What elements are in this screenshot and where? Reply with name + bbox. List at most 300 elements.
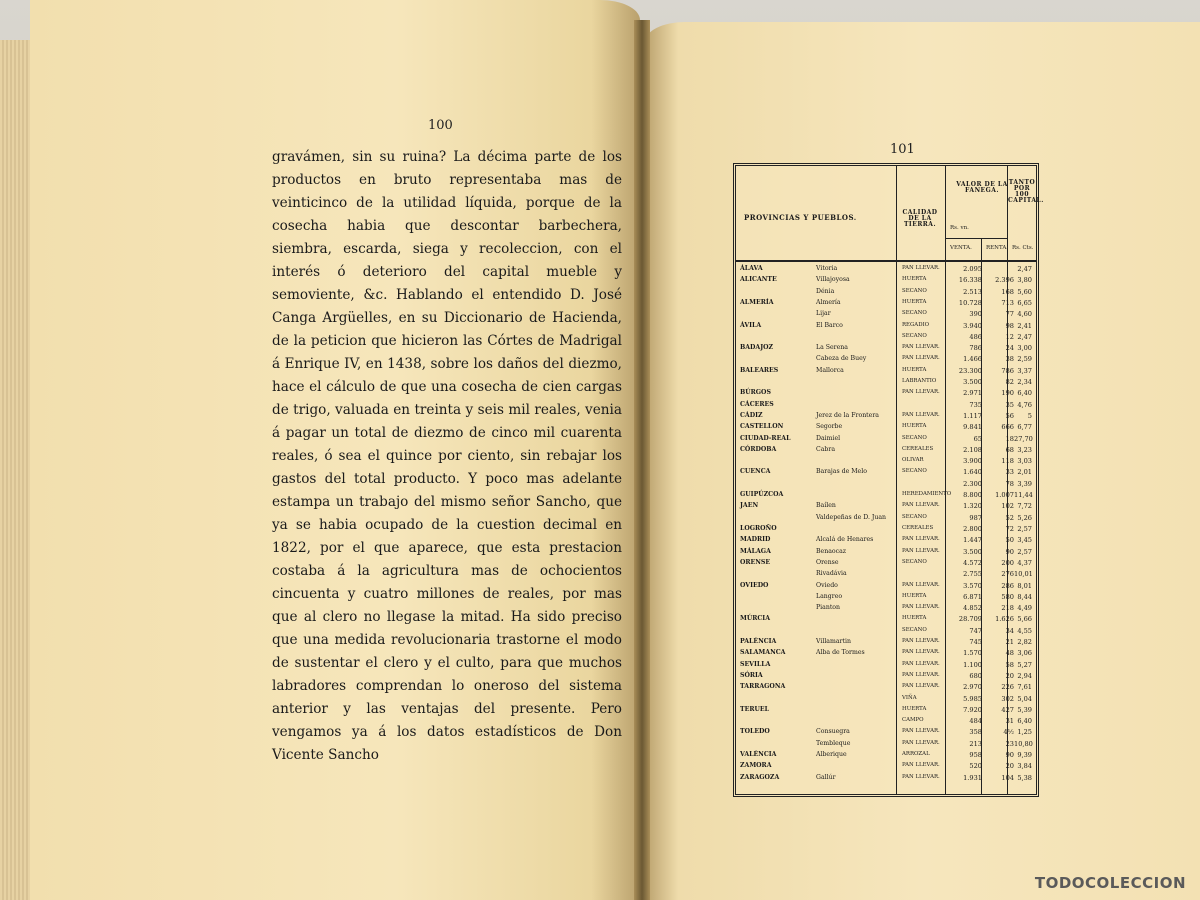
quality-cell: SECANO	[902, 310, 927, 317]
rent-value-cell: 666	[1001, 423, 1014, 432]
sale-value-cell: 6.871	[963, 592, 982, 601]
province-cell: MÁLAGA	[740, 547, 771, 555]
table-row	[736, 402, 1036, 412]
table-row	[736, 492, 1036, 502]
town-cell: Alcalá de Henares	[816, 536, 874, 544]
table-row	[736, 583, 1036, 593]
percent-cell: 5,38	[1017, 773, 1032, 782]
town-cell: Pianton	[816, 604, 841, 612]
table-row	[736, 345, 1036, 355]
province-cell: TERUEL	[740, 705, 769, 713]
province-cell: CIUDAD-REAL	[740, 434, 791, 442]
table-row	[736, 379, 1036, 389]
table-row	[736, 266, 1036, 276]
rent-value-cell: 34	[1005, 626, 1014, 635]
percent-cell: 3,03	[1017, 457, 1032, 466]
header-venta: VENTA.	[950, 245, 972, 251]
quality-cell: SECANO	[902, 626, 927, 633]
percent-cell: 5,60	[1017, 287, 1032, 296]
sale-value-cell: 520	[969, 762, 982, 771]
percent-cell: 4,76	[1017, 400, 1032, 409]
sale-value-cell: 10.728	[958, 298, 982, 307]
percent-cell: 2,41	[1017, 321, 1032, 330]
rent-value-cell: 77	[1005, 310, 1014, 319]
sale-value-cell: 213	[969, 739, 982, 748]
quality-cell: PAN LLEVAR.	[902, 739, 940, 746]
province-cell: ÁLAVA	[740, 265, 763, 272]
quality-cell: HUERTA	[902, 705, 927, 712]
town-cell: Vitoria	[816, 265, 838, 272]
quality-cell: CEREALES	[902, 525, 934, 531]
table-row	[736, 662, 1036, 672]
town-cell: Segorbe	[816, 423, 843, 431]
table-row	[736, 707, 1036, 717]
table-row	[736, 560, 1036, 570]
rent-value-cell: 38	[1005, 355, 1014, 364]
town-cell: Jerez de la Frontera	[816, 411, 879, 419]
sale-value-cell: 9.841	[963, 423, 982, 432]
rent-value-cell: 104	[1001, 773, 1014, 782]
table-row	[736, 277, 1036, 287]
sale-value-cell: 8.800	[963, 491, 982, 500]
province-cell: CUENCA	[740, 468, 771, 476]
table-row	[736, 684, 1036, 694]
quality-cell: PAN LLEVAR.	[902, 762, 940, 769]
sale-value-cell: 3.500	[963, 547, 982, 556]
percent-cell: 6,40	[1017, 717, 1032, 726]
rent-value-cell: 48	[1005, 649, 1014, 658]
table-row	[736, 323, 1036, 333]
table-row	[736, 763, 1036, 773]
table-row	[736, 503, 1036, 513]
town-cell: Baílen	[816, 502, 836, 510]
rent-value-cell: 286	[1001, 581, 1014, 590]
quality-cell: CEREALES	[902, 445, 934, 452]
quality-cell: LABRANTIO	[902, 378, 937, 385]
province-cell: BALEARES	[740, 366, 779, 374]
percent-cell: 2,47	[1017, 332, 1032, 341]
sale-value-cell: 4.572	[963, 558, 982, 567]
percent-cell: 2,94	[1017, 671, 1032, 680]
quality-cell: PAN LLEVAR.	[902, 411, 940, 418]
province-cell: CÓRDOBA	[740, 445, 777, 453]
rent-value-cell: 20	[1005, 671, 1014, 680]
province-cell: TOLEDO	[740, 728, 770, 736]
sale-value-cell: 747	[969, 626, 982, 635]
table-row	[736, 549, 1036, 559]
town-cell: Consuegra	[816, 728, 850, 736]
quality-cell: PAN LLEVAR.	[902, 536, 940, 543]
rent-value-cell: 58	[1005, 660, 1014, 669]
percent-cell: 6,65	[1017, 298, 1032, 307]
table-row	[736, 537, 1036, 547]
town-cell: Rivadávia	[816, 570, 847, 578]
province-cell: ALMERÍA	[740, 298, 774, 306]
quality-cell: SECANO	[902, 287, 927, 294]
province-cell: CASTELLON	[740, 423, 784, 431]
table-row	[736, 334, 1036, 344]
header-unit-2: Rs. Cts.	[1012, 245, 1034, 251]
quality-cell: SECANO	[902, 332, 927, 339]
percent-cell: 10,80	[1014, 739, 1033, 748]
rent-value-cell: 68	[1005, 445, 1014, 454]
rent-value-cell: 20	[1005, 762, 1014, 771]
sale-value-cell: 65	[973, 434, 982, 443]
province-cell: SALAMANCA	[740, 649, 786, 657]
rent-value-cell: 33	[1005, 468, 1014, 477]
percent-cell: 3,80	[1017, 276, 1032, 285]
quality-cell: SECANO	[902, 434, 927, 441]
quality-cell: PAN LLEVAR.	[902, 355, 940, 362]
quality-cell: PAN LLEVAR.	[902, 547, 940, 554]
rent-value-cell: 50	[1005, 536, 1014, 545]
percent-cell: 4,49	[1017, 604, 1032, 613]
town-cell: Almería	[816, 298, 841, 306]
town-cell: Daimiel	[816, 434, 841, 442]
town-cell: Valdepeñas de D. Juan	[816, 513, 887, 521]
table-row	[736, 356, 1036, 366]
quality-cell: SECANO	[902, 513, 927, 520]
table-row	[736, 775, 1036, 785]
rent-value-cell: 98	[1005, 321, 1014, 330]
sale-value-cell: 1.570	[963, 649, 982, 658]
sale-value-cell: 958	[969, 751, 982, 760]
quality-cell: VIÑA	[902, 694, 917, 701]
rent-value-cell: 90	[1005, 547, 1014, 556]
sale-value-cell: 735	[969, 400, 982, 409]
sale-value-cell: 1.100	[963, 660, 982, 669]
table-row	[736, 300, 1036, 310]
table-row	[736, 752, 1036, 762]
province-cell: JAEN	[740, 502, 759, 510]
rent-value-cell: 4½	[1003, 728, 1014, 737]
sale-value-cell: 2.300	[963, 479, 982, 488]
table-row	[736, 289, 1036, 299]
quality-cell: PAN LLEVAR.	[902, 265, 940, 271]
percent-cell: 9,39	[1017, 751, 1032, 760]
province-cell: MÚRCIA	[740, 615, 771, 623]
rent-value-cell: 427	[1001, 705, 1014, 714]
table-row	[736, 605, 1036, 615]
sale-value-cell: 3.500	[963, 378, 982, 387]
province-cell: ALICANTE	[740, 276, 777, 284]
sale-value-cell: 1.931	[963, 773, 982, 782]
table-row	[736, 650, 1036, 660]
quality-cell: PAN LLEVAR.	[902, 649, 940, 656]
quality-cell: PAN LLEVAR.	[902, 604, 940, 611]
percent-cell: 3,06	[1017, 649, 1032, 658]
sale-value-cell: 5.985	[963, 694, 982, 703]
rent-value-cell: 31	[1005, 717, 1014, 726]
percent-cell: 27,70	[1014, 434, 1033, 443]
sale-value-cell: 2.800	[963, 525, 982, 533]
sale-value-cell: 390	[969, 310, 982, 319]
table-row	[736, 639, 1036, 649]
rent-value-cell: 226	[1001, 683, 1014, 692]
rent-value-cell: 580	[1001, 592, 1014, 601]
percent-cell: 5	[1027, 411, 1032, 420]
percent-cell: 2,34	[1017, 378, 1032, 387]
table-row	[736, 628, 1036, 638]
sale-value-cell: 987	[969, 513, 982, 522]
percent-cell: 2,57	[1017, 525, 1032, 533]
quality-cell: HUERTA	[902, 592, 927, 599]
town-cell: Cabra	[816, 445, 836, 453]
sale-value-cell: 1.447	[963, 536, 982, 545]
percent-cell: 5,66	[1017, 615, 1032, 624]
quality-cell: SECANO	[902, 558, 927, 565]
quality-cell: PAN LLEVAR.	[902, 773, 940, 780]
percent-cell: 5,27	[1017, 660, 1032, 669]
quality-cell: HUERTA	[902, 423, 927, 430]
quality-cell: PAN LLEVAR.	[902, 660, 940, 667]
rent-value-cell: 1.007	[995, 491, 1014, 500]
sale-value-cell: 358	[969, 728, 982, 737]
left-page-body	[272, 146, 622, 767]
rent-value-cell: 24	[1005, 344, 1014, 353]
province-cell: PALÉNCIA	[740, 638, 777, 646]
province-cell: LOGROÑO	[740, 525, 777, 532]
header-divider	[945, 238, 1007, 239]
province-cell: SEVILLA	[740, 660, 771, 668]
province-cell: BADAJOZ	[740, 344, 774, 352]
town-cell: Villamartin	[816, 638, 851, 646]
quality-cell: REGADIO	[902, 321, 930, 328]
percent-cell: 7,72	[1017, 502, 1032, 511]
quality-cell: CAMPO	[902, 717, 924, 724]
book-spine	[634, 20, 650, 900]
rent-value-cell: 23	[1005, 739, 1014, 748]
percent-cell: 7,61	[1017, 683, 1032, 692]
town-cell: Gallúr	[816, 773, 836, 781]
sale-value-cell: 3.900	[963, 457, 982, 466]
province-cell: SÓRIA	[740, 671, 763, 679]
table-row	[736, 447, 1036, 457]
sale-value-cell: 1.466	[963, 355, 982, 364]
percent-cell: 3,23	[1017, 445, 1032, 454]
body-paragraph: gravámen, sin su ruina? La décima parte de los productos en bruto representaba mas de veinticinco de la utilidad líquida, porque de la cosecha habia que descontar barbechera, siembra, escarda, siega y recoleccion, con el interés ó deterioro del capital mueble y semoviente, &c. Hablando el entendido D. José Canga Argüelles, en su Diccionario de Hacienda, de la peticion que hicieron las Córtes de Madrigal á Enrique IV, en 1438, sobre los daños del diezmo, hace el cálculo de que una cosecha de cien cargas de trigo, valuada en treinta y seis mil reales, venia á pagar un total de diezmo de cinco mil cuarenta reales, ó sea el quince por ciento, sin rebajar los gastos del total producto. Y poco mas adelante estampa un trabajo del mismo señor Sancho, que ya se habia ocupado de la cuestion decimal en 1822, por el que aparece, que esta prestacion costaba á la agricultura mas de ochocientos cincuenta y cuatro millones de reales, por mas que al clero no llegase la mitad. Ha sido preciso que una medida revolucionaria trastorne el modo de sustentar el clero y el culto, para que muchos labradores comprendan lo oneroso del sistema anterior y las ventajas del presente. Pero vengamos ya á los datos estadísticos de Don Vicente Sancho	[272, 149, 622, 763]
province-cell: TARRAGONA	[740, 683, 786, 691]
percent-cell: 2,82	[1017, 638, 1032, 647]
sale-value-cell: 1.117	[963, 411, 982, 420]
rent-value-cell: 2.396	[995, 276, 1014, 285]
table-row	[736, 673, 1036, 683]
sale-value-cell: 7.920	[963, 705, 982, 714]
town-cell: Benaocaz	[816, 547, 847, 555]
town-cell: Barajas de Melo	[816, 468, 867, 476]
sale-value-cell: 3.940	[963, 321, 982, 330]
table-row	[736, 368, 1036, 378]
town-cell: Alberique	[816, 751, 847, 759]
quality-cell: PAN LLEVAR.	[902, 683, 940, 690]
sale-value-cell: 2.108	[963, 445, 982, 454]
sale-value-cell: 4.852	[963, 604, 982, 613]
quality-cell: HEREDAMIENTO	[902, 491, 952, 498]
quality-cell: HUERTA	[902, 615, 927, 622]
percent-cell: 3,45	[1017, 536, 1032, 545]
rent-value-cell: 190	[1001, 389, 1014, 398]
table-row	[736, 616, 1036, 626]
rent-value-cell: 21	[1005, 638, 1014, 647]
table-row	[736, 526, 1036, 536]
sale-value-cell: 484	[969, 717, 982, 726]
town-cell: Mallorca	[816, 366, 844, 374]
percent-cell: 8,44	[1017, 592, 1032, 601]
quality-cell: ARROZAL	[902, 751, 930, 758]
quality-cell: PAN LLEVAR.	[902, 502, 940, 509]
table-row	[736, 424, 1036, 434]
percent-cell: 4,37	[1017, 558, 1032, 567]
table-header	[736, 166, 1044, 262]
sale-value-cell: 486	[969, 332, 982, 341]
table-row	[736, 594, 1036, 604]
table-row	[736, 311, 1036, 321]
town-cell: La Serena	[816, 344, 848, 352]
sale-value-cell: 2.971	[963, 389, 982, 398]
percent-cell: 5,26	[1017, 513, 1032, 522]
percent-cell: 11,44	[1014, 491, 1033, 500]
watermark-logo: TODOCOLECCION	[1034, 874, 1186, 892]
sale-value-cell: 786	[969, 344, 982, 353]
percent-cell: 1,25	[1017, 728, 1032, 737]
town-cell: Villajoyosa	[816, 276, 850, 284]
statistics-table	[733, 163, 1044, 797]
town-cell: Oviedo	[816, 581, 838, 589]
sale-value-cell: 745	[969, 638, 982, 647]
province-cell: BÚRGOS	[740, 389, 771, 397]
quality-cell: HUERTA	[902, 298, 927, 305]
rent-value-cell: 200	[1001, 558, 1014, 567]
rent-value-cell: 35	[1005, 400, 1014, 409]
header-calidad: CALIDAD DE LA TIERRA.	[902, 209, 938, 228]
header-renta: RENTA.	[986, 245, 1009, 251]
province-cell: ZARAGOZA	[740, 773, 780, 781]
table-row	[736, 696, 1036, 706]
rent-value-cell: 78	[1005, 479, 1014, 488]
quality-cell: PAN LLEVAR.	[902, 638, 940, 645]
sale-value-cell: 28.709	[958, 615, 982, 624]
rent-value-cell: 218	[1001, 604, 1014, 613]
province-cell: ÁVILA	[740, 321, 762, 329]
table-row	[736, 481, 1036, 491]
header-provincias: PROVINCIAS Y PUEBLOS.	[744, 213, 857, 222]
rent-value-cell: 56	[1005, 411, 1014, 420]
table-row	[736, 413, 1036, 423]
quality-cell: PAN LLEVAR.	[902, 581, 940, 588]
sale-value-cell: 2.970	[963, 683, 982, 692]
sale-value-cell: 680	[969, 671, 982, 680]
sale-value-cell: 2.095	[963, 265, 982, 273]
rent-value-cell: 276	[1001, 570, 1014, 579]
town-cell: Alba de Tormes	[816, 649, 865, 657]
percent-cell: 6,40	[1017, 389, 1032, 398]
rent-value-cell: 12	[1005, 332, 1014, 341]
rent-value-cell: 1.626	[995, 615, 1014, 624]
province-cell: MADRID	[740, 536, 771, 544]
rent-value-cell: 82	[1005, 378, 1014, 387]
town-cell: Langreo	[816, 592, 843, 600]
quality-cell: PAN LLEVAR.	[902, 671, 940, 678]
quality-cell: HUERTA	[902, 366, 927, 373]
sale-value-cell: 16.338	[958, 276, 982, 285]
table-row	[736, 718, 1036, 728]
quality-cell: SECANO	[902, 468, 927, 475]
town-cell: Tembleque	[816, 739, 851, 747]
percent-cell: 10,01	[1014, 570, 1033, 579]
percent-cell: 4,60	[1017, 310, 1032, 319]
header-valor: VALOR DE LA FANEGA.	[956, 181, 1008, 194]
rent-value-cell: 302	[1001, 694, 1014, 703]
percent-cell: 6,77	[1017, 423, 1032, 432]
sale-value-cell: 1.320	[963, 502, 982, 511]
percent-cell: 8,01	[1017, 581, 1032, 590]
percent-cell: 5,39	[1017, 705, 1032, 714]
percent-cell: 5,04	[1017, 694, 1032, 703]
header-unit: Rs. vn.	[950, 225, 969, 231]
rent-value-cell: 18	[1005, 434, 1014, 443]
town-cell: Cabeza de Buey	[816, 355, 867, 363]
table-row	[736, 390, 1036, 400]
quality-cell: PAN LLEVAR.	[902, 344, 940, 351]
rent-value-cell: 118	[1001, 457, 1014, 466]
province-cell: CÁDIZ	[740, 411, 763, 419]
rent-value-cell: 90	[1005, 751, 1014, 760]
table-row	[736, 458, 1036, 468]
percent-cell: 4,55	[1017, 626, 1032, 635]
quality-cell: OLIVAR	[902, 457, 924, 464]
table-row	[736, 436, 1036, 446]
table-row	[736, 469, 1036, 479]
province-cell: VALÉNCIA	[740, 751, 777, 759]
rent-value-cell: 102	[1001, 502, 1014, 511]
header-tanto: TANTO POR 100 CAPITAL.	[1008, 179, 1044, 204]
town-cell: El Barco	[816, 321, 843, 329]
percent-cell: 3,39	[1017, 479, 1032, 488]
percent-cell: 2,59	[1017, 355, 1032, 364]
table-row	[736, 729, 1036, 739]
rent-value-cell: 52	[1005, 513, 1014, 522]
province-cell: CÁCERES	[740, 400, 774, 408]
percent-cell: 2,57	[1017, 547, 1032, 556]
rent-value-cell: 72	[1005, 525, 1014, 533]
province-cell: OVIEDO	[740, 581, 769, 589]
sale-value-cell: 3.570	[963, 581, 982, 590]
table-row	[736, 741, 1036, 751]
percent-cell: 3,00	[1017, 344, 1032, 353]
percent-cell: 2,01	[1017, 468, 1032, 477]
rent-value-cell: 786	[1001, 366, 1014, 375]
rent-value-cell: 713	[1001, 298, 1014, 307]
province-cell: GUIPÚZCOA	[740, 491, 784, 499]
sale-value-cell: 1.640	[963, 468, 982, 477]
province-cell: ZAMORA	[740, 762, 772, 770]
right-page-number: 101	[890, 142, 915, 157]
left-page-number: 100	[428, 118, 453, 133]
province-cell: ORENSE	[740, 558, 771, 566]
table-row	[736, 571, 1036, 581]
rent-value-cell: 168	[1001, 287, 1014, 296]
quality-cell: HUERTA	[902, 276, 927, 283]
town-cell: Lijar	[816, 310, 831, 318]
town-cell: Orense	[816, 558, 839, 566]
sale-value-cell: 2.513	[963, 287, 982, 296]
town-cell: Dénia	[816, 287, 835, 295]
sale-value-cell: 23.300	[958, 366, 982, 375]
quality-cell: PAN LLEVAR.	[902, 728, 940, 735]
quality-cell: PAN LLEVAR.	[902, 389, 940, 396]
percent-cell: 3,37	[1017, 366, 1032, 375]
table-row	[736, 515, 1036, 525]
